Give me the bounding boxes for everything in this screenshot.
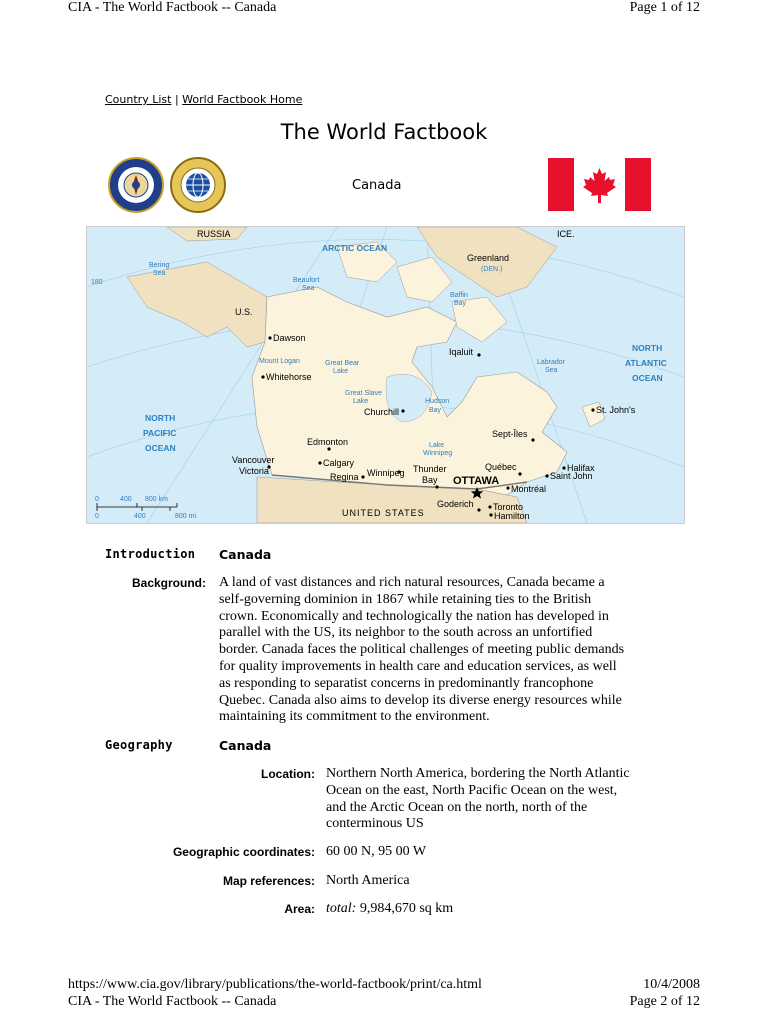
map-label-edmonton: Edmonton — [307, 437, 349, 447]
map-label-mount-logan: Mount Logan — [259, 358, 300, 365]
map-label-greenland: Greenland — [467, 253, 510, 263]
factbook-seal-icon — [170, 157, 226, 213]
map-label-lon-180: 180 — [91, 279, 103, 286]
canada-map — [86, 226, 685, 524]
footer-date: 10/4/2008 — [643, 977, 700, 992]
next-page-title: CIA - The World Factbook -- Canada — [68, 994, 277, 1009]
map-label-bering-1: Bering — [149, 262, 170, 269]
map-marker-iqaluit — [477, 353, 480, 356]
map-label-great-slave-2: Lake — [353, 398, 369, 405]
scale-km-400: 400 — [120, 496, 132, 503]
coords-value: 60 00 N, 95 00 W — [326, 844, 427, 859]
mapref-value: North America — [326, 873, 410, 888]
map-label-great-slave-1: Great Slave — [345, 390, 382, 397]
map-label-lake-winnipeg-1: Lake — [429, 442, 445, 449]
map-label-hamilton: Hamilton — [494, 511, 530, 521]
location-line: and the Arctic Ocean on the north, north of the — [326, 799, 588, 815]
map-label-goderich: Goderich — [437, 499, 474, 509]
section-introduction: Introduction — [105, 547, 196, 561]
map-label-toronto: Toronto — [493, 502, 524, 512]
map-label-beaufort-1: Beaufort — [293, 277, 320, 284]
map-marker-sept-iles — [531, 438, 534, 441]
map-marker-edmonton — [327, 447, 330, 450]
section-geography: Geography — [105, 738, 173, 752]
map-label-great-bear-1: Great Bear — [325, 360, 360, 367]
map-marker-regina — [361, 475, 364, 478]
map-marker-montreal — [506, 486, 509, 489]
country-list-link[interactable]: Country List — [105, 93, 172, 106]
area-value — [326, 901, 453, 918]
map-label-vancouver: Vancouver — [232, 455, 275, 465]
map-label-united-states: UNITED STATES — [342, 508, 425, 518]
area-label: Area: — [284, 902, 315, 916]
scale-km-0: 0 — [95, 496, 99, 503]
map-label-iceland: ICE. — [557, 229, 575, 239]
nav-separator: | — [174, 93, 179, 106]
map-label-russia: RUSSIA — [197, 229, 231, 239]
background-line: parallel with the US, its neighbor to the south across an unfortified — [219, 625, 593, 641]
background-line: maintaining its commitment to the environment. — [219, 709, 490, 725]
map-label-us: U.S. — [235, 307, 253, 317]
map-graphic — [87, 227, 684, 523]
canada-flag-icon — [548, 158, 651, 211]
map-label-baffin-2: Bay — [454, 300, 467, 307]
map-label-beaufort-2: Sea — [302, 285, 315, 292]
section-introduction-country: Canada — [219, 547, 272, 562]
map-label-labrador-1: Labrador — [537, 359, 566, 366]
next-page-number: Page 2 of 12 — [629, 994, 700, 1009]
map-label-natl-3: OCEAN — [632, 373, 663, 383]
map-label-npac-1: NORTH — [145, 413, 176, 423]
map-marker-churchill — [401, 409, 404, 412]
map-marker-hamilton — [489, 513, 492, 516]
map-label-sept-iles: Sept-Îles — [492, 429, 528, 439]
background-line: Quebec. Canada also aims to develop its diverse energy resources while — [219, 692, 622, 708]
location-label: Location: — [261, 767, 315, 781]
area-number: 9,984,670 sq km — [359, 901, 454, 916]
background-line: self-governing dominion in 1867 while retaining ties to the British — [219, 591, 592, 607]
mapref-label: Map references: — [222, 874, 315, 888]
map-label-labrador-2: Sea — [545, 367, 558, 374]
map-label-winnipeg: Winnipeg — [367, 468, 405, 478]
map-marker-goderich — [477, 508, 480, 511]
map-label-montreal: Montréal — [511, 484, 547, 494]
map-label-regina: Regina — [330, 472, 359, 482]
section-geography-country: Canada — [219, 738, 272, 753]
map-label-bering-2: Sea — [153, 270, 166, 277]
map-label-iqaluit: Iqaluit — [449, 347, 474, 357]
map-label-lake-winnipeg-2: Winnipeg — [423, 450, 453, 457]
map-label-hudson-1: Hudson — [425, 398, 450, 405]
map-label-halifax: Halifax — [567, 463, 595, 473]
background-line: crown. Economically and technologically the nation has developed in — [219, 608, 609, 624]
background-line: as responding to separatist concerns in predominantly francophone — [219, 675, 594, 691]
document-title: CIA - The World Factbook -- Canada — [68, 0, 277, 15]
footer-url: https://www.cia.gov/library/publications/the-world-factbook/print/ca.html — [68, 977, 482, 992]
scale-mi-0: 0 — [95, 513, 99, 520]
page-title: The World Factbook — [280, 120, 488, 144]
map-marker-thunder-bay — [435, 485, 438, 488]
map-marker-dawson — [268, 336, 271, 339]
scale-mi-800: 800 mi — [175, 513, 197, 520]
map-label-arctic-ocean: ARCTIC OCEAN — [322, 243, 388, 253]
background-label: Background: — [131, 576, 206, 590]
map-marker-st-johns — [591, 408, 594, 411]
map-label-st-johns: St. John's — [596, 405, 636, 415]
map-label-den: (DEN.) — [481, 266, 503, 273]
map-label-hudson-2: Bay — [429, 407, 442, 414]
location-line: conterminous US — [326, 816, 424, 832]
map-label-victoria: Victoria — [239, 466, 269, 476]
map-label-npac-3: OCEAN — [145, 443, 176, 453]
background-line: for quality improvements in health care and education services, as well — [219, 658, 617, 674]
country-name: Canada — [352, 178, 402, 193]
background-line: A land of vast distances and rich natural resources, Canada became a — [219, 575, 605, 590]
map-label-ottawa: OTTAWA — [453, 475, 500, 487]
location-line: Ocean on the east, North Pacific Ocean on the west, — [326, 782, 618, 798]
background-line: border. Canada faces the political challenges of meeting public demands — [219, 642, 625, 658]
coords-label: Geographic coordinates: — [172, 845, 315, 859]
nav-links — [105, 93, 302, 106]
location-line: Northern North America, bordering the North Atlantic — [326, 766, 630, 781]
map-marker-saint-john — [545, 474, 548, 477]
map-label-dawson: Dawson — [273, 333, 306, 343]
area-sub-label: total: — [326, 901, 357, 916]
map-marker-toronto — [488, 505, 491, 508]
scale-km-800: 800 km — [145, 496, 168, 503]
map-label-npac-2: PACIFIC — [143, 428, 177, 438]
map-marker-whitehorse — [261, 375, 264, 378]
cia-seal-icon — [108, 157, 164, 213]
map-label-saint-john: Saint John — [550, 471, 593, 481]
map-label-thunder-1: Thunder — [413, 464, 447, 474]
map-label-natl-1: NORTH — [632, 343, 663, 353]
location-text — [326, 766, 686, 833]
map-label-thunder-2: Bay — [422, 475, 438, 485]
background-text — [219, 575, 679, 726]
map-label-calgary: Calgary — [323, 458, 355, 468]
map-label-whitehorse: Whitehorse — [266, 372, 312, 382]
map-label-natl-2: ATLANTIC — [625, 358, 667, 368]
map-marker-halifax — [562, 466, 565, 469]
map-label-great-bear-2: Lake — [333, 368, 349, 375]
map-label-baffin-1: Baffin — [450, 292, 468, 299]
factbook-home-link[interactable]: World Factbook Home — [182, 93, 303, 106]
map-label-churchill: Churchill — [364, 407, 400, 417]
map-marker-quebec — [518, 472, 521, 475]
map-label-quebec: Québec — [485, 462, 517, 472]
page-number: Page 1 of 12 — [629, 0, 700, 15]
map-marker-calgary — [318, 461, 321, 464]
scale-mi-400: 400 — [134, 513, 146, 520]
